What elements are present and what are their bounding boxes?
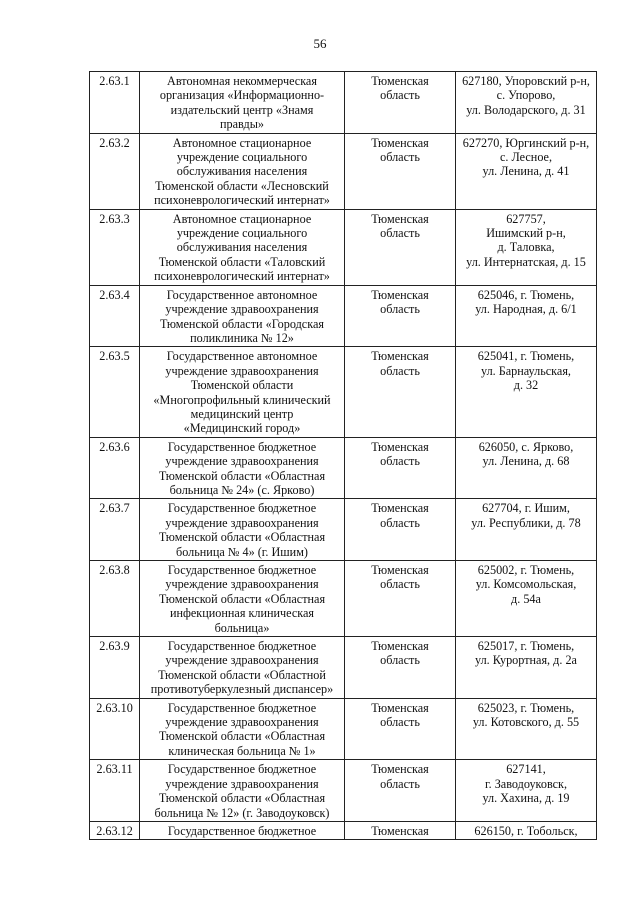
address-line: д. 54а	[511, 591, 541, 606]
region-cell	[345, 499, 456, 561]
table-row	[90, 285, 597, 347]
organization-name-cell	[140, 285, 345, 347]
address-line: 627141,	[506, 762, 546, 777]
address-line: ул. Комсомольская,	[475, 577, 577, 592]
organization-name-line: учреждение здравоохранения	[165, 715, 319, 730]
organization-name-line: обслуживания населения	[176, 240, 308, 255]
region-line: Тюменская	[371, 135, 429, 150]
organization-name-line: учреждение здравоохранения	[165, 363, 319, 378]
region-line: область	[380, 515, 420, 530]
address-line: ул. Республики, д. 78	[471, 515, 581, 530]
organization-name-line: Тюменской области «Областной	[158, 667, 326, 682]
organization-name-line: клиническая больница № 1»	[168, 743, 316, 758]
table-row	[90, 437, 597, 499]
address-cell	[456, 209, 597, 285]
region-line: Тюменская	[371, 74, 429, 88]
registry-table	[89, 71, 597, 840]
address-cell	[456, 499, 597, 561]
region-line: Тюменская	[371, 287, 429, 302]
address-cell	[456, 347, 597, 437]
address-line: 625046, г. Тюмень,	[477, 287, 575, 302]
organization-name-cell	[140, 437, 345, 499]
organization-name-line: Тюменской области «Областная	[158, 591, 326, 606]
table-row	[90, 760, 597, 822]
organization-name-line: издательский центр «Знамя	[170, 102, 314, 117]
organization-name-line: правды»	[220, 117, 264, 132]
region-cell	[345, 72, 456, 134]
organization-name-cell	[140, 499, 345, 561]
row-number: 2.63.10	[90, 698, 140, 760]
organization-name-line: Государственное автономное	[166, 287, 318, 302]
address-line: ул. Интернатская, д. 15	[466, 254, 586, 269]
region-line: Тюменская	[371, 501, 429, 516]
organization-name-line: Тюменской области	[190, 378, 294, 393]
region-cell	[345, 347, 456, 437]
organization-name-cell	[140, 760, 345, 822]
organization-name-line: Государственное бюджетное	[167, 501, 317, 516]
organization-name-line: противотуберкулезный диспансер»	[150, 682, 334, 697]
organization-name-line: Государственное бюджетное	[167, 823, 317, 838]
row-number: 2.63.11	[90, 760, 140, 822]
address-line: д. 32	[513, 378, 539, 393]
region-line: Тюменская	[371, 762, 429, 777]
address-line: ул. Курортная, д. 2а	[475, 653, 577, 668]
organization-name-line: Государственное бюджетное	[167, 439, 317, 454]
address-cell	[456, 760, 597, 822]
address-line: ул. Барнаульская,	[481, 363, 571, 378]
row-number: 2.63.2	[90, 133, 140, 209]
row-number: 2.63.4	[90, 285, 140, 347]
address-cell	[456, 821, 597, 839]
organization-name-line: Государственное бюджетное	[167, 639, 317, 654]
organization-name-line: Автономная некоммерческая	[167, 74, 317, 88]
address-line: д. Таловка,	[497, 240, 555, 255]
organization-name-line: Государственное бюджетное	[167, 700, 317, 715]
row-number: 2.63.1	[90, 72, 140, 134]
organization-name-line: больница»	[214, 620, 270, 635]
address-cell	[456, 437, 597, 499]
region-line: область	[380, 577, 420, 592]
region-cell	[345, 437, 456, 499]
address-cell	[456, 133, 597, 209]
organization-name-line: учреждение здравоохранения	[165, 653, 319, 668]
organization-name-line: Тюменской области «Областная	[158, 729, 326, 744]
address-line: ул. Ленина, д. 41	[482, 164, 570, 179]
table-row	[90, 347, 597, 437]
organization-name-line: учреждение здравоохранения	[165, 302, 319, 317]
organization-name-line: психоневрологический интернат»	[154, 269, 330, 284]
organization-name-line: психоневрологический интернат»	[154, 193, 330, 208]
address-line: 627704, г. Ишим,	[482, 501, 570, 516]
region-cell	[345, 133, 456, 209]
table-row	[90, 698, 597, 760]
organization-name-line: «Медицинский город»	[183, 421, 301, 436]
organization-name-line: Автономное стационарное	[172, 135, 312, 150]
region-cell	[345, 637, 456, 699]
address-line: г. Заводоуковск,	[484, 776, 568, 791]
organization-name-cell	[140, 561, 345, 637]
organization-name-line: Тюменской области «Городская	[160, 316, 324, 331]
address-line: Ишимский р-н,	[486, 226, 566, 241]
address-line: 625041, г. Тюмень,	[477, 349, 575, 364]
row-number: 2.63.12	[90, 821, 140, 839]
region-cell	[345, 285, 456, 347]
address-line: 626050, с. Ярково,	[478, 439, 574, 454]
organization-name-cell	[140, 72, 345, 134]
region-line: Тюменская	[371, 700, 429, 715]
organization-name-line: больница № 4» (г. Ишим)	[176, 544, 308, 559]
address-cell	[456, 72, 597, 134]
address-line: с. Упорово,	[496, 88, 556, 103]
registry-body	[90, 72, 597, 840]
address-cell	[456, 561, 597, 637]
region-line: Тюменская	[371, 823, 429, 838]
address-line: 626150, г. Тобольск,	[474, 823, 578, 838]
address-line: ул. Народная, д. 6/1	[475, 302, 577, 317]
organization-name-line: учреждение здравоохранения	[165, 577, 319, 592]
organization-name-line: больница № 12» (г. Заводоуковск)	[154, 805, 330, 820]
organization-name-line: организация «Информационно-	[159, 88, 325, 103]
organization-name-line: учреждение здравоохранения	[165, 776, 319, 791]
organization-name-cell	[140, 698, 345, 760]
address-cell	[456, 285, 597, 347]
organization-name-line: обслуживания населения	[176, 164, 308, 179]
organization-name-line: Государственное автономное	[166, 349, 318, 364]
address-line: 625017, г. Тюмень,	[477, 639, 575, 654]
region-line: область	[380, 454, 420, 469]
address-line: ул. Котовского, д. 55	[472, 715, 580, 730]
table-row	[90, 821, 597, 839]
organization-name-line: Тюменской области «Областная	[158, 791, 326, 806]
address-line: 625023, г. Тюмень,	[477, 700, 575, 715]
row-number: 2.63.9	[90, 637, 140, 699]
address-line: 627757,	[506, 211, 546, 226]
region-line: область	[380, 363, 420, 378]
table-row	[90, 499, 597, 561]
address-line: ул. Володарского, д. 31	[466, 102, 586, 117]
region-line: область	[380, 88, 420, 103]
table-row	[90, 637, 597, 699]
organization-name-cell	[140, 209, 345, 285]
organization-name-cell	[140, 347, 345, 437]
address-line: 627180, Упоровский р-н,	[462, 74, 590, 88]
organization-name-cell	[140, 821, 345, 839]
row-number: 2.63.7	[90, 499, 140, 561]
organization-name-line: Тюменской области «Областная	[158, 468, 326, 483]
address-line: ул. Ленина, д. 68	[482, 454, 570, 469]
organization-name-line: медицинский центр	[190, 406, 294, 421]
address-line: 627270, Юргинский р-н,	[462, 135, 590, 150]
address-line: с. Лесное,	[499, 150, 553, 165]
organization-name-line: больница № 24» (с. Ярково)	[169, 482, 315, 497]
region-line: Тюменская	[371, 639, 429, 654]
row-number: 2.63.5	[90, 347, 140, 437]
region-cell	[345, 760, 456, 822]
region-line: Тюменская	[371, 349, 429, 364]
organization-name-line: Автономное стационарное	[172, 211, 312, 226]
table-row	[90, 133, 597, 209]
organization-name-line: Тюменской области «Таловский	[158, 254, 326, 269]
organization-name-line: учреждение здравоохранения	[165, 515, 319, 530]
organization-name-line: «Многопрофильный клинический	[153, 392, 331, 407]
table-row	[90, 209, 597, 285]
region-cell	[345, 698, 456, 760]
organization-name-line: учреждение здравоохранения	[165, 454, 319, 469]
region-line: Тюменская	[371, 439, 429, 454]
row-number: 2.63.3	[90, 209, 140, 285]
row-number: 2.63.8	[90, 561, 140, 637]
region-line: область	[380, 150, 420, 165]
address-cell	[456, 698, 597, 760]
region-line: Тюменская	[371, 211, 429, 226]
address-cell	[456, 637, 597, 699]
region-line: Тюменская	[371, 563, 429, 577]
row-number: 2.63.6	[90, 437, 140, 499]
address-line: ул. Хахина, д. 19	[482, 791, 570, 806]
region-cell	[345, 561, 456, 637]
region-line: область	[380, 302, 420, 317]
region-line: область	[380, 776, 420, 791]
organization-name-line: Государственное бюджетное	[167, 762, 317, 777]
organization-name-line: учреждение социального	[176, 150, 308, 165]
organization-name-line: учреждение социального	[176, 226, 308, 241]
table-row	[90, 72, 597, 134]
organization-name-line: Государственное бюджетное	[167, 563, 317, 577]
address-line: 625002, г. Тюмень,	[477, 563, 575, 577]
organization-name-cell	[140, 637, 345, 699]
table-row	[90, 561, 597, 637]
page-number: 56	[313, 36, 327, 51]
region-line: область	[380, 653, 420, 668]
region-cell	[345, 209, 456, 285]
organization-name-line: Тюменской области «Областная	[158, 530, 326, 545]
organization-name-cell	[140, 133, 345, 209]
region-line: область	[380, 715, 420, 730]
region-cell	[345, 821, 456, 839]
region-line: область	[380, 226, 420, 241]
organization-name-line: поликлиника № 12»	[190, 330, 294, 345]
organization-name-line: инфекционная клиническая	[169, 606, 315, 621]
organization-name-line: Тюменской области «Лесновский	[155, 178, 329, 193]
